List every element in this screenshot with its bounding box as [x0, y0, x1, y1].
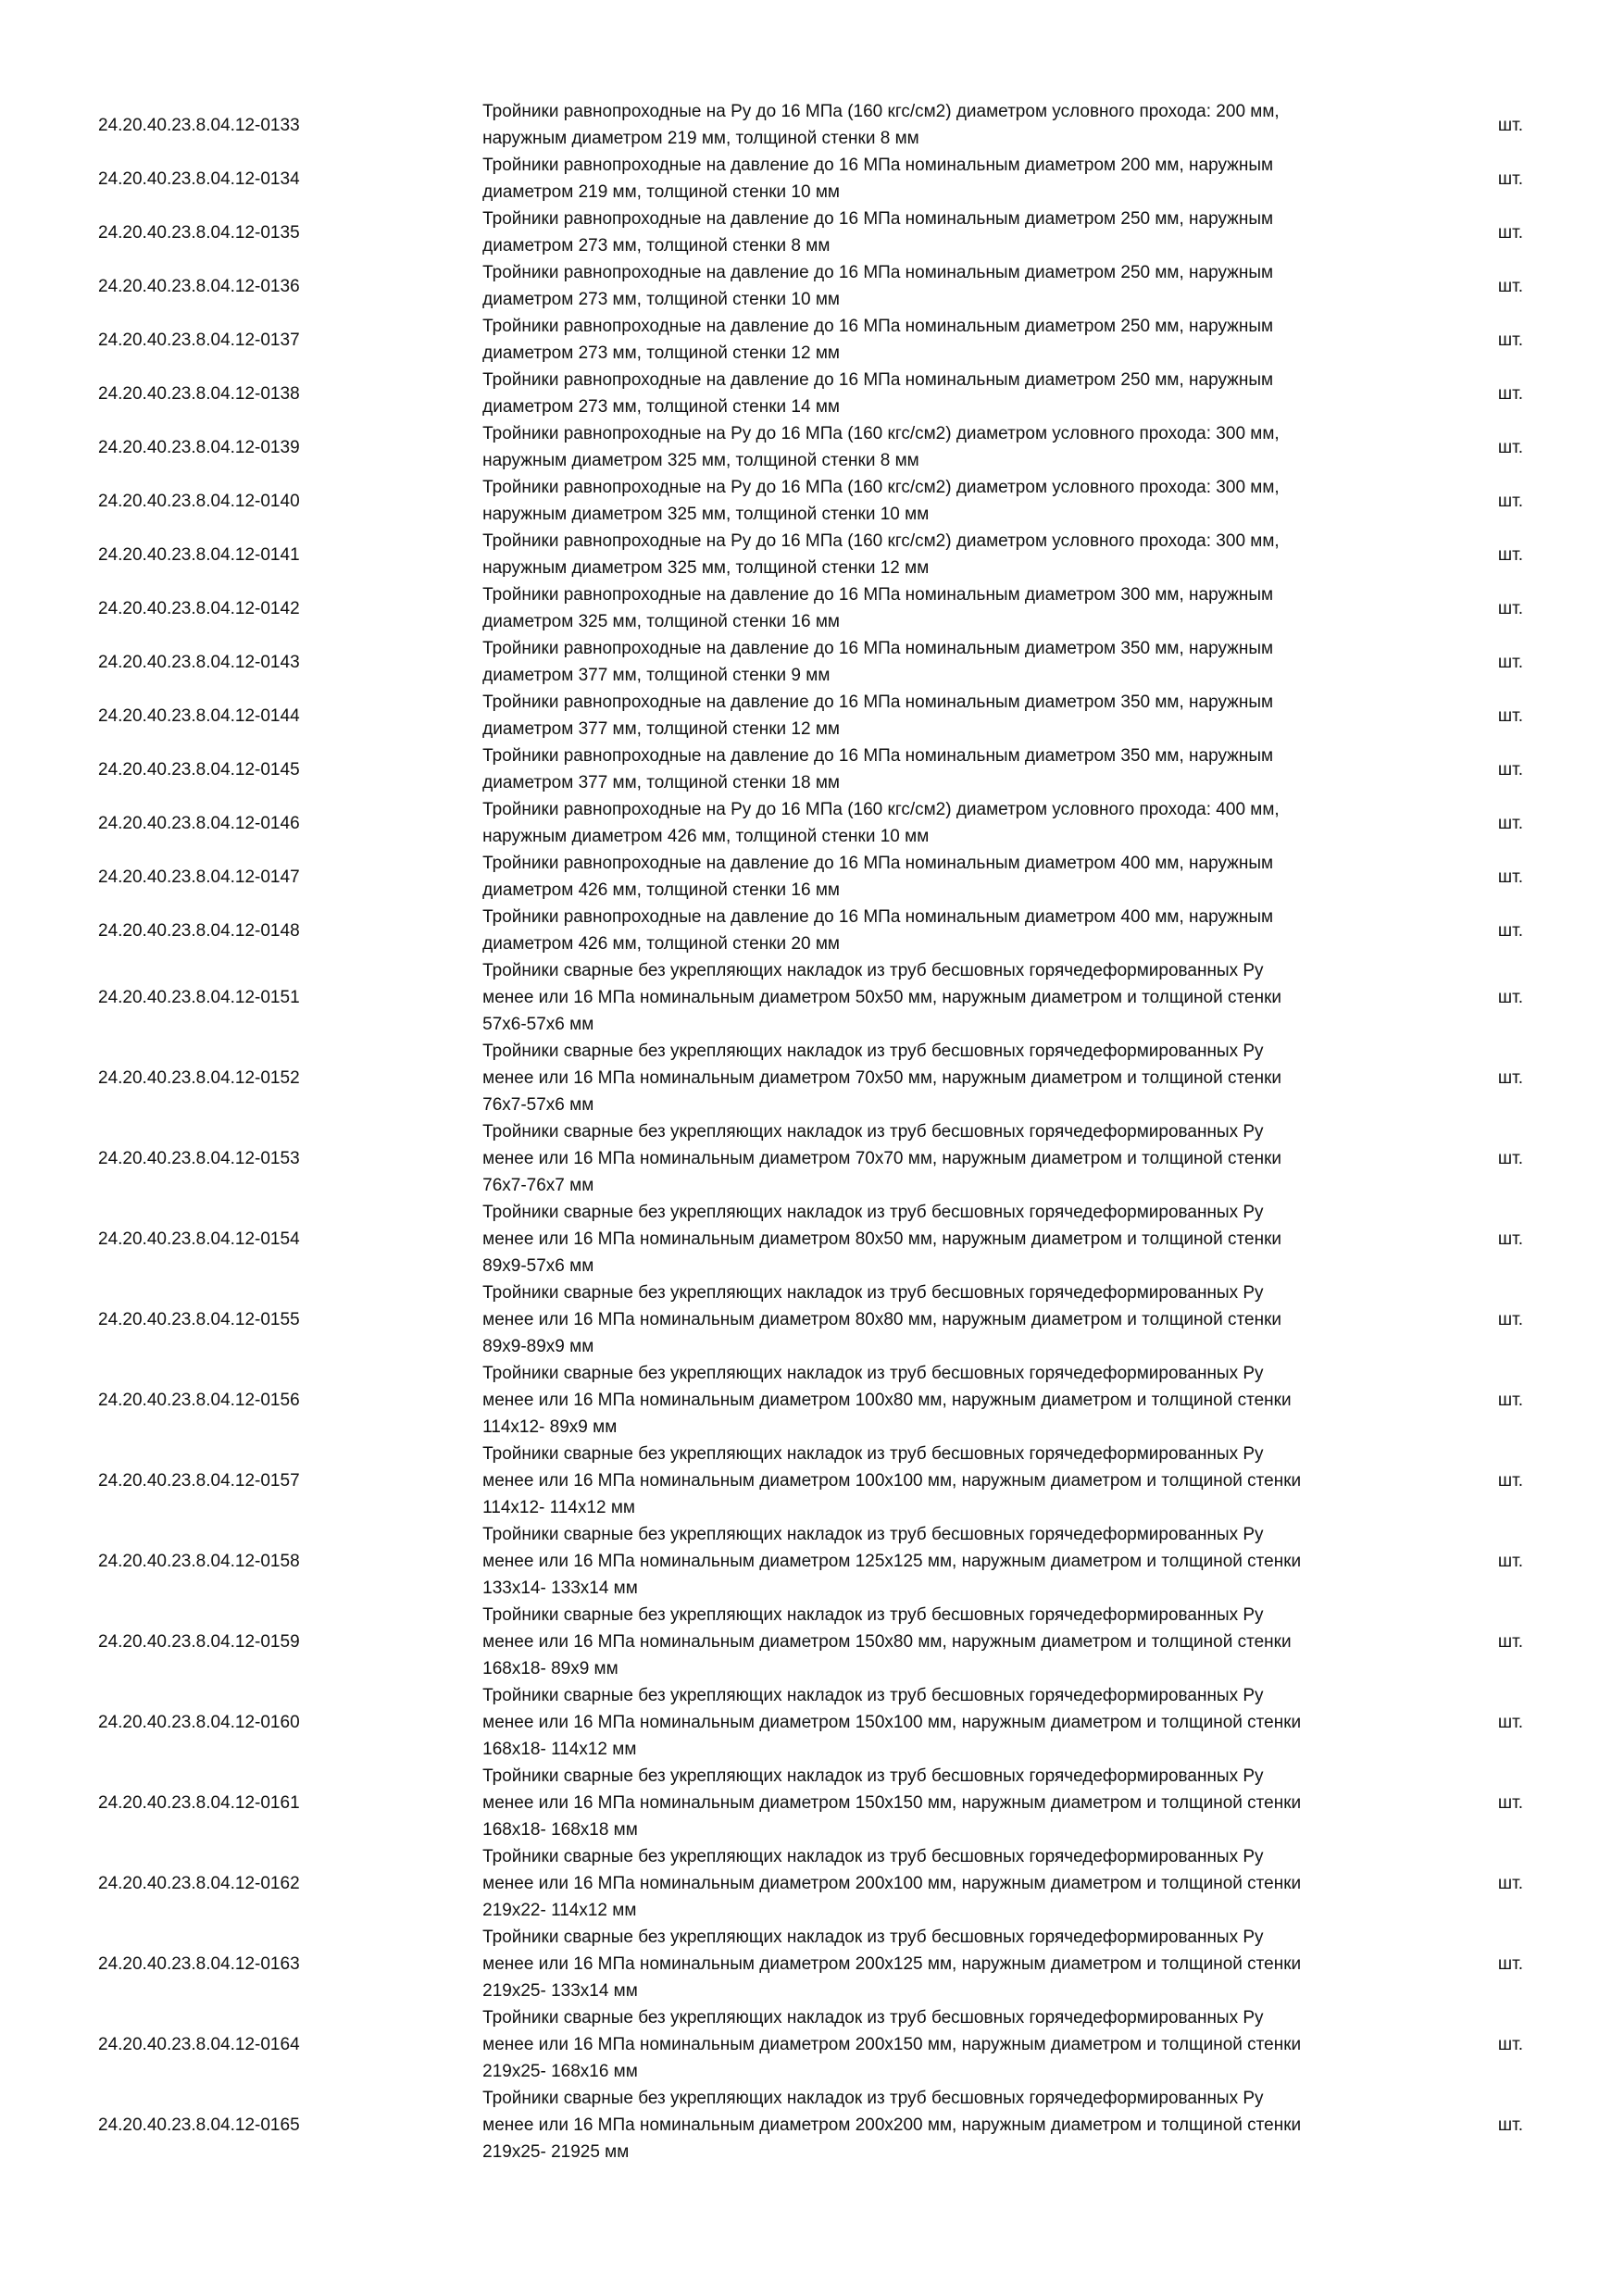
resource-code: 24.20.40.23.8.04.12-0151: [98, 988, 300, 1007]
table-row: [0, 1038, 1624, 1118]
description-line: диаметром 377 мм, толщиной стенки 18 мм: [482, 773, 840, 792]
table-row: [0, 850, 1624, 904]
table-row: [0, 367, 1624, 420]
description-line: менее или 16 МПа номинальным диаметром 150х80 мм, наружным диаметром и толщиной стенки: [482, 1632, 1292, 1652]
description-line: наружным диаметром 426 мм, толщиной стенки 10 мм: [482, 827, 930, 846]
table-row: [0, 635, 1624, 689]
table-row: [0, 1360, 1624, 1441]
description-line: 114х12- 89х9 мм: [482, 1417, 618, 1437]
resource-code: 24.20.40.23.8.04.12-0161: [98, 1793, 300, 1813]
description-line: Тройники равнопроходные на давление до 16 МПа номинальным диаметром 350 мм, наружным: [482, 693, 1274, 712]
description-line: наружным диаметром 325 мм, толщиной стенки 8 мм: [482, 451, 919, 470]
table-row: [0, 904, 1624, 957]
description-line: 133х14- 133х14 мм: [482, 1578, 638, 1598]
description-line: Тройники равнопроходные на Ру до 16 МПа (160 кгс/см2) диаметром условного прохода: 300 мм,: [482, 478, 1280, 497]
resource-description: [482, 1682, 1383, 1763]
table-row: [0, 98, 1624, 152]
unit-of-measure: шт.: [1497, 1874, 1524, 1893]
description-line: диаметром 219 мм, толщиной стенки 10 мм: [482, 182, 840, 202]
resource-code: 24.20.40.23.8.04.12-0135: [98, 222, 300, 243]
description-line: Тройники равнопроходные на Ру до 16 МПа (160 кгс/см2) диаметром условного прохода: 300 мм,: [482, 424, 1280, 443]
description-line: менее или 16 МПа номинальным диаметром 150х150 мм, наружным диаметром и толщиной стенки: [482, 1793, 1302, 1813]
description-line: Тройники сварные без укрепляющих накладок из труб бесшовных горячедеформированных Ру: [482, 1122, 1264, 1142]
resource-description: [482, 1279, 1383, 1360]
description-line: менее или 16 МПа номинальным диаметром 100х80 мм, наружным диаметром и толщиной стенки: [482, 1391, 1292, 1410]
table-row: [0, 1682, 1624, 1763]
resource-code: 24.20.40.23.8.04.12-0146: [98, 813, 300, 833]
resource-code: 24.20.40.23.8.04.12-0152: [98, 1068, 300, 1088]
description-line: диаметром 325 мм, толщиной стенки 16 мм: [482, 612, 840, 631]
resource-description: [482, 1763, 1383, 1843]
table-row: [0, 1602, 1624, 1682]
resource-code: 24.20.40.23.8.04.12-0144: [98, 705, 300, 726]
description-line: Тройники равнопроходные на давление до 16 МПа номинальным диаметром 350 мм, наружным: [482, 746, 1274, 766]
resource-code: 24.20.40.23.8.04.12-0140: [98, 491, 300, 511]
description-line: Тройники сварные без укрепляющих накладок из труб бесшовных горячедеформированных Ру: [482, 2089, 1264, 2108]
resource-description: [482, 689, 1383, 742]
unit-of-measure: шт.: [1497, 1229, 1524, 1249]
description-line: 57х6-57х6 мм: [482, 1015, 594, 1034]
resource-code: 24.20.40.23.8.04.12-0139: [98, 437, 300, 457]
description-line: Тройники сварные без укрепляющих накладок из труб бесшовных горячедеформированных Ру: [482, 1605, 1264, 1625]
resource-code: 24.20.40.23.8.04.12-0148: [98, 920, 300, 941]
description-line: 89х9-89х9 мм: [482, 1337, 594, 1356]
unit-of-measure: шт.: [1497, 1310, 1524, 1329]
unit-of-measure: шт.: [1497, 1954, 1524, 1974]
resource-description: [482, 1441, 1383, 1521]
description-line: Тройники равнопроходные на давление до 16 МПа номинальным диаметром 400 мм, наружным: [482, 907, 1274, 927]
resource-description: [482, 1602, 1383, 1682]
table-row: [0, 528, 1624, 581]
description-line: наружным диаметром 325 мм, толщиной стенки 10 мм: [482, 505, 930, 524]
table-row: [0, 1441, 1624, 1521]
description-line: менее или 16 МПа номинальным диаметром 200х100 мм, наружным диаметром и толщиной стенки: [482, 1874, 1302, 1893]
description-line: Тройники сварные без укрепляющих накладок из труб бесшовных горячедеформированных Ру: [482, 1847, 1264, 1866]
unit-of-measure: шт.: [1497, 115, 1524, 135]
resource-description: [482, 259, 1383, 313]
resource-description: [482, 1118, 1383, 1199]
description-line: Тройники сварные без укрепляющих накладок из труб бесшовных горячедеформированных Ру: [482, 2008, 1264, 2028]
unit-of-measure: шт.: [1497, 1632, 1524, 1652]
description-line: менее или 16 МПа номинальным диаметром 150х100 мм, наружным диаметром и толщиной стенки: [482, 1713, 1302, 1732]
resource-code: 24.20.40.23.8.04.12-0145: [98, 759, 300, 780]
resource-code: 24.20.40.23.8.04.12-0136: [98, 276, 300, 296]
description-line: менее или 16 МПа номинальным диаметром 200х150 мм, наружным диаметром и толщиной стенки: [482, 2035, 1302, 2054]
unit-of-measure: шт.: [1497, 1068, 1524, 1088]
resource-code: 24.20.40.23.8.04.12-0142: [98, 598, 300, 618]
resource-description: [482, 904, 1383, 957]
description-line: диаметром 273 мм, толщиной стенки 12 мм: [482, 343, 840, 363]
resource-code: 24.20.40.23.8.04.12-0137: [98, 330, 300, 350]
resource-table: [0, 98, 1624, 2165]
resource-description: [482, 1521, 1383, 1602]
unit-of-measure: шт.: [1497, 2035, 1524, 2054]
table-row: [0, 1763, 1624, 1843]
description-line: менее или 16 МПа номинальным диаметром 70х70 мм, наружным диаметром и толщиной стенки: [482, 1149, 1281, 1168]
resource-code: 24.20.40.23.8.04.12-0164: [98, 2035, 300, 2054]
table-row: [0, 957, 1624, 1038]
unit-of-measure: шт.: [1497, 652, 1524, 672]
resource-description: [482, 528, 1383, 581]
table-row: [0, 474, 1624, 528]
description-line: Тройники сварные без укрепляющих накладок из труб бесшовных горячедеформированных Ру: [482, 1203, 1264, 1222]
table-row: [0, 2004, 1624, 2085]
description-line: Тройники равнопроходные на давление до 16 МПа номинальным диаметром 200 мм, наружным: [482, 156, 1274, 175]
unit-of-measure: шт.: [1497, 705, 1524, 726]
unit-of-measure: шт.: [1497, 437, 1524, 457]
table-row: [0, 581, 1624, 635]
description-line: 89х9-57х6 мм: [482, 1256, 594, 1276]
unit-of-measure: шт.: [1497, 383, 1524, 404]
description-line: Тройники равнопроходные на давление до 16 МПа номинальным диаметром 250 мм, наружным: [482, 263, 1274, 282]
resource-description: [482, 850, 1383, 904]
description-line: Тройники сварные без укрепляющих накладок из труб бесшовных горячедеформированных Ру: [482, 1686, 1264, 1705]
resource-code: 24.20.40.23.8.04.12-0138: [98, 383, 300, 404]
table-row: [0, 1199, 1624, 1279]
description-line: Тройники сварные без укрепляющих накладок из труб бесшовных горячедеформированных Ру: [482, 1766, 1264, 1786]
table-row: [0, 1521, 1624, 1602]
resource-description: [482, 742, 1383, 796]
unit-of-measure: шт.: [1497, 598, 1524, 618]
description-line: Тройники сварные без укрепляющих накладок из труб бесшовных горячедеформированных Ру: [482, 1444, 1264, 1464]
description-line: диаметром 426 мм, толщиной стенки 20 мм: [482, 934, 840, 954]
resource-code: 24.20.40.23.8.04.12-0155: [98, 1310, 300, 1329]
description-line: диаметром 377 мм, толщиной стенки 12 мм: [482, 719, 840, 739]
unit-of-measure: шт.: [1497, 920, 1524, 941]
unit-of-measure: шт.: [1497, 988, 1524, 1007]
description-line: 168х18- 89х9 мм: [482, 1659, 618, 1678]
resource-description: [482, 2004, 1383, 2085]
resource-description: [482, 1199, 1383, 1279]
resource-description: [482, 367, 1383, 420]
resource-description: [482, 1038, 1383, 1118]
description-line: Тройники сварные без укрепляющих накладок из труб бесшовных горячедеформированных Ру: [482, 1283, 1264, 1303]
description-line: 219х25- 21925 мм: [482, 2142, 630, 2162]
unit-of-measure: шт.: [1497, 1391, 1524, 1410]
description-line: Тройники сварные без укрепляющих накладок из труб бесшовных горячедеформированных Ру: [482, 1928, 1264, 1947]
resource-description: [482, 152, 1383, 206]
resource-description: [482, 635, 1383, 689]
table-row: [0, 420, 1624, 474]
description-line: 168х18- 114х12 мм: [482, 1740, 637, 1759]
description-line: диаметром 273 мм, толщиной стенки 10 мм: [482, 290, 840, 309]
resource-description: [482, 957, 1383, 1038]
description-line: Тройники равнопроходные на давление до 16 МПа номинальным диаметром 250 мм, наружным: [482, 370, 1274, 390]
description-line: менее или 16 МПа номинальным диаметром 125х125 мм, наружным диаметром и толщиной стенки: [482, 1552, 1302, 1571]
resource-description: [482, 581, 1383, 635]
table-row: [0, 1279, 1624, 1360]
description-line: наружным диаметром 325 мм, толщиной стенки 12 мм: [482, 558, 930, 578]
table-row: [0, 206, 1624, 259]
resource-description: [482, 206, 1383, 259]
unit-of-measure: шт.: [1497, 544, 1524, 565]
description-line: диаметром 426 мм, толщиной стенки 16 мм: [482, 880, 840, 900]
description-line: менее или 16 МПа номинальным диаметром 80х50 мм, наружным диаметром и толщиной стенки: [482, 1229, 1281, 1249]
description-line: Тройники равнопроходные на давление до 16 МПа номинальным диаметром 350 мм, наружным: [482, 639, 1274, 658]
description-line: Тройники сварные без укрепляющих накладок из труб бесшовных горячедеформированных Ру: [482, 961, 1264, 980]
unit-of-measure: шт.: [1497, 330, 1524, 350]
description-line: 168х18- 168х18 мм: [482, 1820, 638, 1840]
description-line: менее или 16 МПа номинальным диаметром 50х50 мм, наружным диаметром и толщиной стенки: [482, 988, 1281, 1007]
resource-description: [482, 474, 1383, 528]
description-line: менее или 16 МПа номинальным диаметром 80х80 мм, наружным диаметром и толщиной стенки: [482, 1310, 1281, 1329]
unit-of-measure: шт.: [1497, 759, 1524, 780]
unit-of-measure: шт.: [1497, 222, 1524, 243]
resource-description: [482, 796, 1383, 850]
description-line: 114х12- 114х12 мм: [482, 1498, 635, 1517]
unit-of-measure: шт.: [1497, 1713, 1524, 1732]
table-row: [0, 1924, 1624, 2004]
description-line: диаметром 273 мм, толщиной стенки 14 мм: [482, 397, 840, 417]
unit-of-measure: шт.: [1497, 1471, 1524, 1491]
resource-description: [482, 98, 1383, 152]
resource-code: 24.20.40.23.8.04.12-0156: [98, 1391, 300, 1410]
resource-description: [482, 420, 1383, 474]
resource-code: 24.20.40.23.8.04.12-0165: [98, 2115, 300, 2135]
resource-description: [482, 2085, 1383, 2165]
table-row: [0, 1118, 1624, 1199]
table-row: [0, 259, 1624, 313]
table-row: [0, 2085, 1624, 2165]
description-line: менее или 16 МПа номинальным диаметром 100х100 мм, наружным диаметром и толщиной стенки: [482, 1471, 1302, 1491]
unit-of-measure: шт.: [1497, 1793, 1524, 1813]
resource-code: 24.20.40.23.8.04.12-0134: [98, 168, 300, 189]
unit-of-measure: шт.: [1497, 491, 1524, 511]
unit-of-measure: шт.: [1497, 1552, 1524, 1571]
description-line: 219х25- 168х16 мм: [482, 2062, 638, 2081]
unit-of-measure: шт.: [1497, 813, 1524, 833]
resource-description: [482, 313, 1383, 367]
table-row: [0, 1843, 1624, 1924]
resource-code: 24.20.40.23.8.04.12-0158: [98, 1552, 300, 1571]
description-line: Тройники равнопроходные на Ру до 16 МПа (160 кгс/см2) диаметром условного прохода: 400 мм,: [482, 800, 1280, 819]
description-line: 219х25- 133х14 мм: [482, 1981, 638, 2001]
description-line: 76х7-76х7 мм: [482, 1176, 594, 1195]
description-line: Тройники равнопроходные на Ру до 16 МПа (160 кгс/см2) диаметром условного прохода: 200 мм,: [482, 102, 1280, 121]
table-row: [0, 313, 1624, 367]
resource-code: 24.20.40.23.8.04.12-0153: [98, 1149, 300, 1168]
description-line: Тройники равнопроходные на давление до 16 МПа номинальным диаметром 250 мм, наружным: [482, 317, 1274, 336]
unit-of-measure: шт.: [1497, 2115, 1524, 2135]
resource-code: 24.20.40.23.8.04.12-0163: [98, 1954, 300, 1974]
description-line: Тройники равнопроходные на давление до 16 МПа номинальным диаметром 250 мм, наружным: [482, 209, 1274, 229]
description-line: диаметром 377 мм, толщиной стенки 9 мм: [482, 666, 831, 685]
resource-code: 24.20.40.23.8.04.12-0154: [98, 1229, 300, 1249]
description-line: менее или 16 МПа номинальным диаметром 70х50 мм, наружным диаметром и толщиной стенки: [482, 1068, 1281, 1088]
resource-code: 24.20.40.23.8.04.12-0147: [98, 867, 300, 887]
resource-description: [482, 1843, 1383, 1924]
resource-code: 24.20.40.23.8.04.12-0141: [98, 544, 300, 565]
table-row: [0, 152, 1624, 206]
unit-of-measure: шт.: [1497, 276, 1524, 296]
description-line: диаметром 273 мм, толщиной стенки 8 мм: [482, 236, 831, 256]
description-line: Тройники сварные без укрепляющих накладок из труб бесшовных горячедеформированных Ру: [482, 1525, 1264, 1544]
description-line: 76х7-57х6 мм: [482, 1095, 594, 1115]
resource-code: 24.20.40.23.8.04.12-0159: [98, 1632, 300, 1652]
resource-code: 24.20.40.23.8.04.12-0157: [98, 1471, 300, 1491]
description-line: Тройники равнопроходные на Ру до 16 МПа (160 кгс/см2) диаметром условного прохода: 300 мм,: [482, 531, 1280, 551]
unit-of-measure: шт.: [1497, 867, 1524, 887]
table-row: [0, 796, 1624, 850]
description-line: наружным диаметром 219 мм, толщиной стенки 8 мм: [482, 129, 919, 148]
description-line: Тройники равнопроходные на давление до 16 МПа номинальным диаметром 300 мм, наружным: [482, 585, 1274, 605]
description-line: Тройники сварные без укрепляющих накладок из труб бесшовных горячедеформированных Ру: [482, 1042, 1264, 1061]
resource-code: 24.20.40.23.8.04.12-0133: [98, 115, 300, 135]
resource-description: [482, 1924, 1383, 2004]
resource-code: 24.20.40.23.8.04.12-0160: [98, 1713, 300, 1732]
table-row: [0, 689, 1624, 742]
unit-of-measure: шт.: [1497, 168, 1524, 189]
resource-code: 24.20.40.23.8.04.12-0143: [98, 652, 300, 672]
resource-description: [482, 1360, 1383, 1441]
description-line: 219х22- 114х12 мм: [482, 1901, 637, 1920]
description-line: Тройники сварные без укрепляющих накладок из труб бесшовных горячедеформированных Ру: [482, 1364, 1264, 1383]
description-line: менее или 16 МПа номинальным диаметром 200х125 мм, наружным диаметром и толщиной стенки: [482, 1954, 1302, 1974]
description-line: Тройники равнопроходные на давление до 16 МПа номинальным диаметром 400 мм, наружным: [482, 854, 1274, 873]
table-row: [0, 742, 1624, 796]
resource-code: 24.20.40.23.8.04.12-0162: [98, 1874, 300, 1893]
description-line: менее или 16 МПа номинальным диаметром 200х200 мм, наружным диаметром и толщиной стенки: [482, 2115, 1302, 2135]
unit-of-measure: шт.: [1497, 1149, 1524, 1168]
